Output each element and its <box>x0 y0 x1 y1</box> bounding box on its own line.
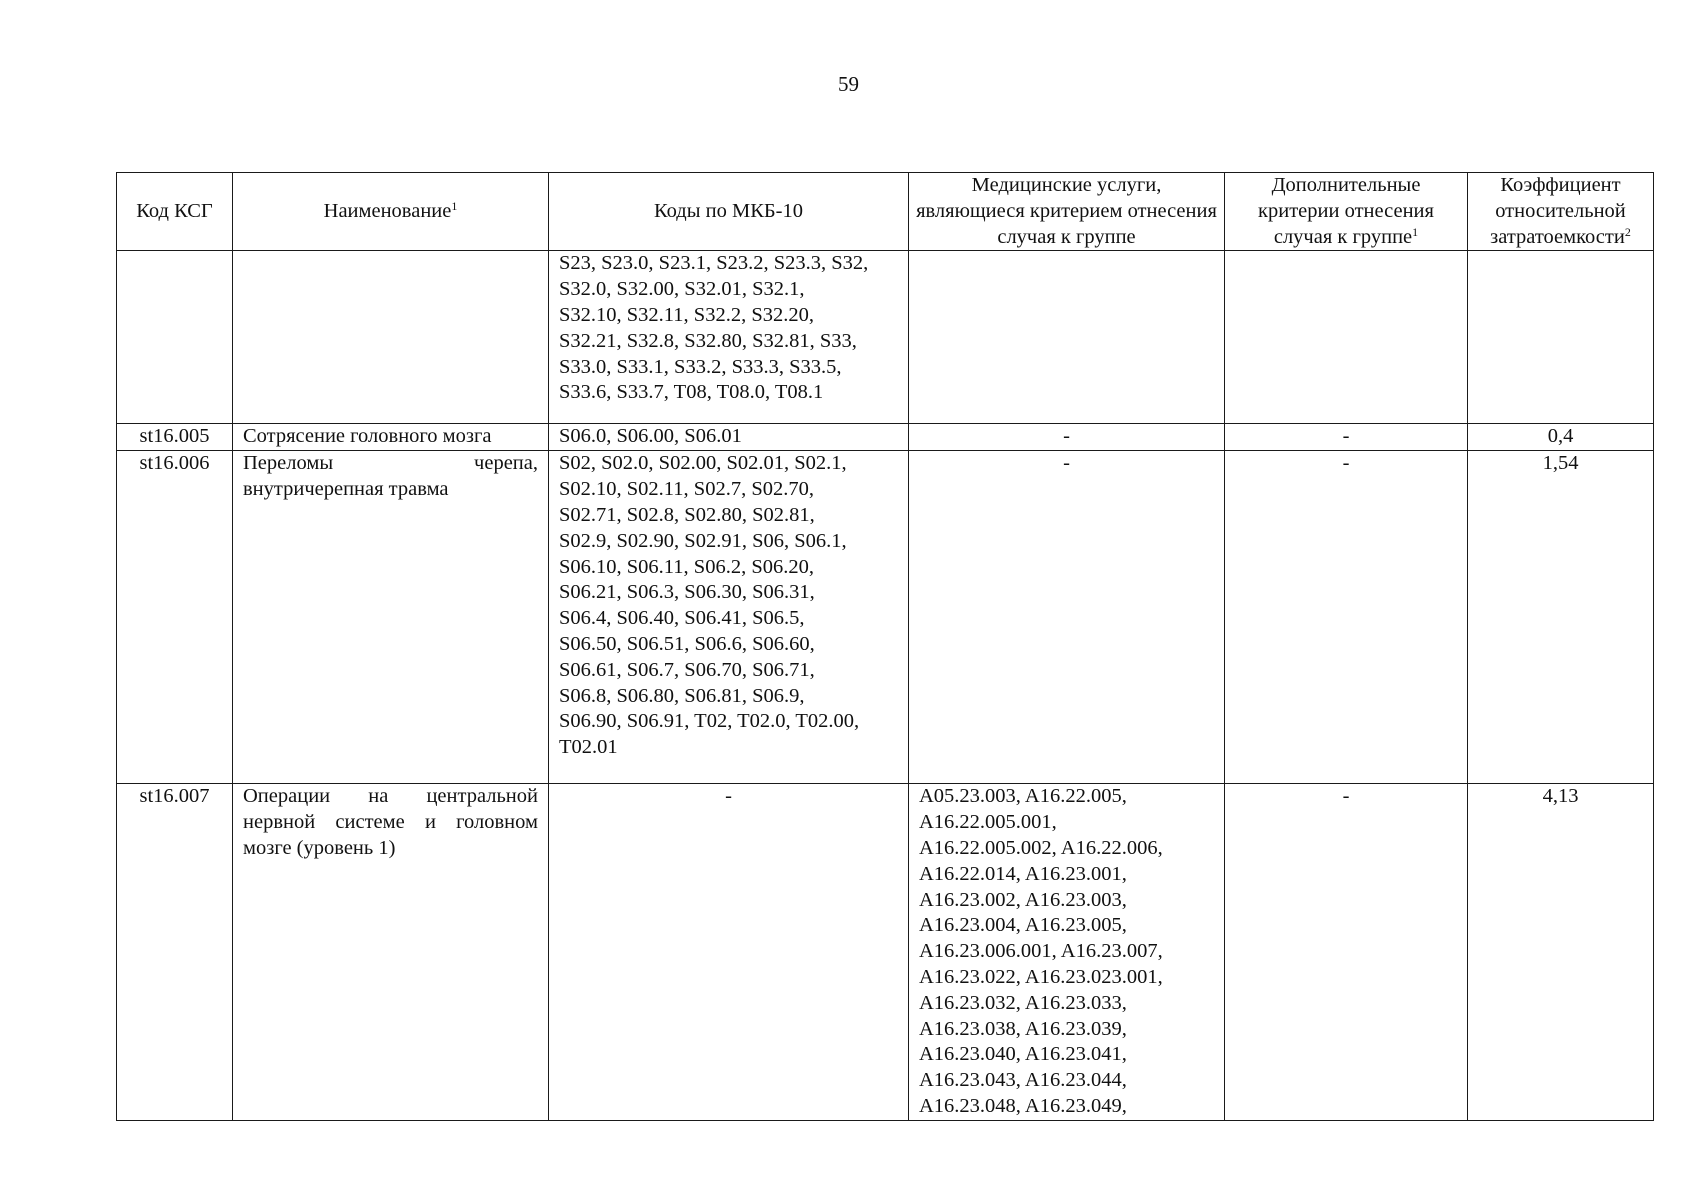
cell-code: st16.006 <box>117 451 233 784</box>
cell-code: st16.007 <box>117 784 233 1120</box>
cell-coef: 0,4 <box>1468 424 1654 451</box>
cell-code: st16.005 <box>117 424 233 451</box>
table-row <box>117 451 1654 784</box>
footnote-mark: 2 <box>1624 224 1631 239</box>
cell-icd: S23, S23.0, S23.1, S23.2, S23.3, S32, S32.0, S32.00, S32.01, S32.1, S32.10, S32.11, S32.2, S32.20, S32.21, S32.8, S32.80, S32.81, S33, S33.0, S33.1, S33.2, S33.3, S33.5, S33.6, S33.7, T08, T08.0, T08.1 <box>549 251 909 424</box>
page-number: 59 <box>838 72 859 96</box>
cell-services: - <box>909 424 1225 451</box>
cell-services: A05.23.003, A16.22.005, A16.22.005.001, A16.22.005.002, A16.22.006, A16.22.014, A16.23.001, A16.23.002, A16.23.003, A16.23.004, A16.23.005, A16.23.006.001, A16.23.007, A16.23.022, A16.23.023.001, A16.23.032, A16.23.033, A16.23.038, A16.23.039, A16.23.040, A16.23.041, A16.23.043, A16.23.044, A16.23.048, A16.23.049, <box>909 784 1225 1120</box>
cell-extra: - <box>1225 784 1468 1120</box>
cell-code <box>117 251 233 424</box>
header-coef: Коэффициент относительной затратоемкости$^2$ <box>1468 173 1654 251</box>
ksg-table <box>116 172 1654 1121</box>
cell-icd: S02, S02.0, S02.00, S02.01, S02.1, S02.10, S02.11, S02.7, S02.70, S02.71, S02.8, S02.80, S02.81, S02.9, S02.90, S02.91, S06, S06.1, S06.10, S06.11, S06.2, S06.20, S06.21, S06.3, S06.30, S06.31, S06.4, S06.40, S06.41, S06.5, S06.50, S06.51, S06.6, S06.60, S06.61, S06.7, S06.70, S06.71, S06.8, S06.80, S06.81, S06.9, S06.90, S06.91, T02, T02.0, T02.00, T02.01 <box>549 451 909 784</box>
header-services: Медицинские услуги, являющиеся критерием отнесения случая к группе <box>909 173 1225 251</box>
cell-services <box>909 251 1225 424</box>
cell-icd: - <box>549 784 909 1120</box>
footnote-mark: 1 <box>451 198 458 213</box>
header-icd: Коды по МКБ-10 <box>549 173 909 251</box>
header-name: Наименование$^1$ <box>233 173 549 251</box>
cell-services: - <box>909 451 1225 784</box>
table-row <box>117 424 1654 451</box>
table-row <box>117 784 1654 1120</box>
cell-icd: S06.0, S06.00, S06.01 <box>549 424 909 451</box>
table-row <box>117 251 1654 424</box>
table-header-row <box>117 173 1654 251</box>
header-code: Код КСГ <box>117 173 233 251</box>
cell-extra <box>1225 251 1468 424</box>
cell-name: Переломы черепа, внутричерепная травма <box>233 451 549 784</box>
cell-coef: 1,54 <box>1468 451 1654 784</box>
cell-name: Операции на центральной нервной системе и головном мозге (уровень 1) <box>233 784 549 1120</box>
cell-name: Сотрясение головного мозга <box>233 424 549 451</box>
cell-extra: - <box>1225 424 1468 451</box>
header-extra: Дополнительные критерии отнесения случая к группе$^1$ <box>1225 173 1468 251</box>
cell-extra: - <box>1225 451 1468 784</box>
cell-coef <box>1468 251 1654 424</box>
footnote-mark: 1 <box>1412 224 1419 239</box>
cell-name <box>233 251 549 424</box>
cell-coef: 4,13 <box>1468 784 1654 1120</box>
